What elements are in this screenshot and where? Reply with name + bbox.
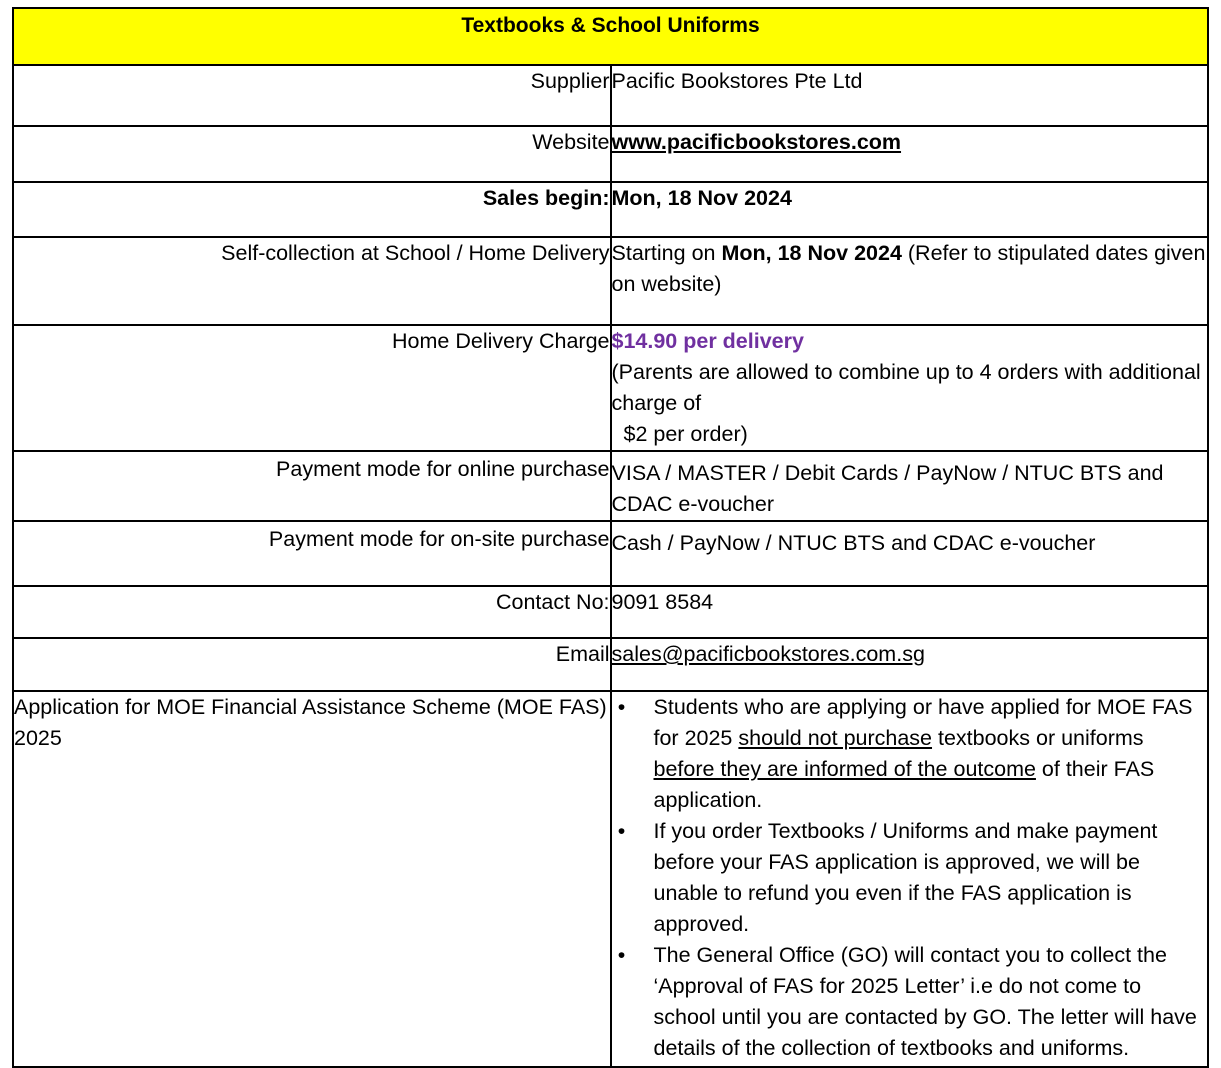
fas-bullet1-text1: Students who are applying or have applied for MOE FAS for 2025 [653,695,1193,750]
sales-begin-label: Sales begin: [13,182,611,237]
payment-online-label: Payment mode for online purchase [13,451,611,521]
list-item [612,940,1208,1064]
sales-begin-value: Mon, 18 Nov 2024 [611,182,1209,237]
delivery-charge-label: Home Delivery Charge [13,325,611,451]
table-row-fas [13,691,1208,1067]
email-link[interactable]: sales@pacificbookstores.com.sg [611,642,925,666]
table-row-delivery-charge [13,325,1208,451]
info-sheet [12,7,1209,1060]
table-row-website [13,126,1208,182]
fas-bullet1-text3: of their FAS application. [653,757,1155,812]
fas-bullet1-underline1: should not purchase [738,726,933,750]
collection-prefix: Starting on [611,241,722,265]
table-row-contact [13,586,1208,638]
supplier-label: Supplier [13,65,611,126]
bullet-icon: • [617,695,626,719]
table-row-payment-online [13,451,1208,521]
delivery-note-line1: (Parents are allowed to combine up to 4 orders with additional charge of [611,360,1201,415]
title-row [13,8,1208,65]
fas-bullet1-underline2: before they are informed of the outcome [653,757,1036,781]
fas-label: Application for MOE Financial Assistance Scheme (MOE FAS) 2025 [13,691,611,1067]
email-label: Email [13,638,611,691]
supplier-value: Pacific Bookstores Pte Ltd [611,65,1209,126]
website-cell [611,126,1209,182]
website-link[interactable]: www.pacificbookstores.com [611,130,902,154]
website-label: Website [13,126,611,182]
payment-online-value: VISA / MASTER / Debit Cards / PayNow / NTUC BTS and CDAC e-voucher [611,451,1209,521]
contact-value: 9091 8584 [611,586,1209,638]
table-row-collection [13,237,1208,325]
table-row-email [13,638,1208,691]
bullet-icon: • [617,943,626,967]
delivery-price: $14.90 per delivery [611,329,804,353]
fas-bullet-list [612,692,1208,1064]
collection-suffix: (Refer to stipulated dates given on website) [611,241,1206,296]
table-title: Textbooks & School Uniforms [13,8,1208,65]
list-item [612,692,1208,816]
payment-onsite-label: Payment mode for on-site purchase [13,521,611,586]
fas-bullet3-text: The General Office (GO) will contact you to collect the ‘Approval of FAS for 2025 Letter’ i.e do not come to school until you are contacted by GO. The letter will have details of the collection of textbooks and uniforms. [653,943,1197,1060]
delivery-note-line2: $2 per order) [623,422,748,446]
fas-value [611,691,1209,1067]
table-row-sales-begin [13,182,1208,237]
fas-bullet1-text2: textbooks or uniforms [932,726,1144,750]
payment-onsite-value: Cash / PayNow / NTUC BTS and CDAC e-voucher [611,521,1209,586]
email-cell [611,638,1209,691]
fas-bullet2-text: If you order Textbooks / Uniforms and make payment before your FAS application is approved, we will be unable to refund you even if the FAS application is approved. [653,819,1158,936]
collection-value [611,237,1209,325]
table-row-supplier [13,65,1208,126]
bullet-icon: • [617,819,626,843]
contact-label: Contact No: [13,586,611,638]
delivery-charge-value [611,325,1209,451]
list-item [612,816,1208,940]
info-table [12,7,1209,1068]
collection-date: Mon, 18 Nov 2024 [721,241,902,265]
table-row-payment-onsite [13,521,1208,586]
collection-label: Self-collection at School / Home Delivery [13,237,611,325]
